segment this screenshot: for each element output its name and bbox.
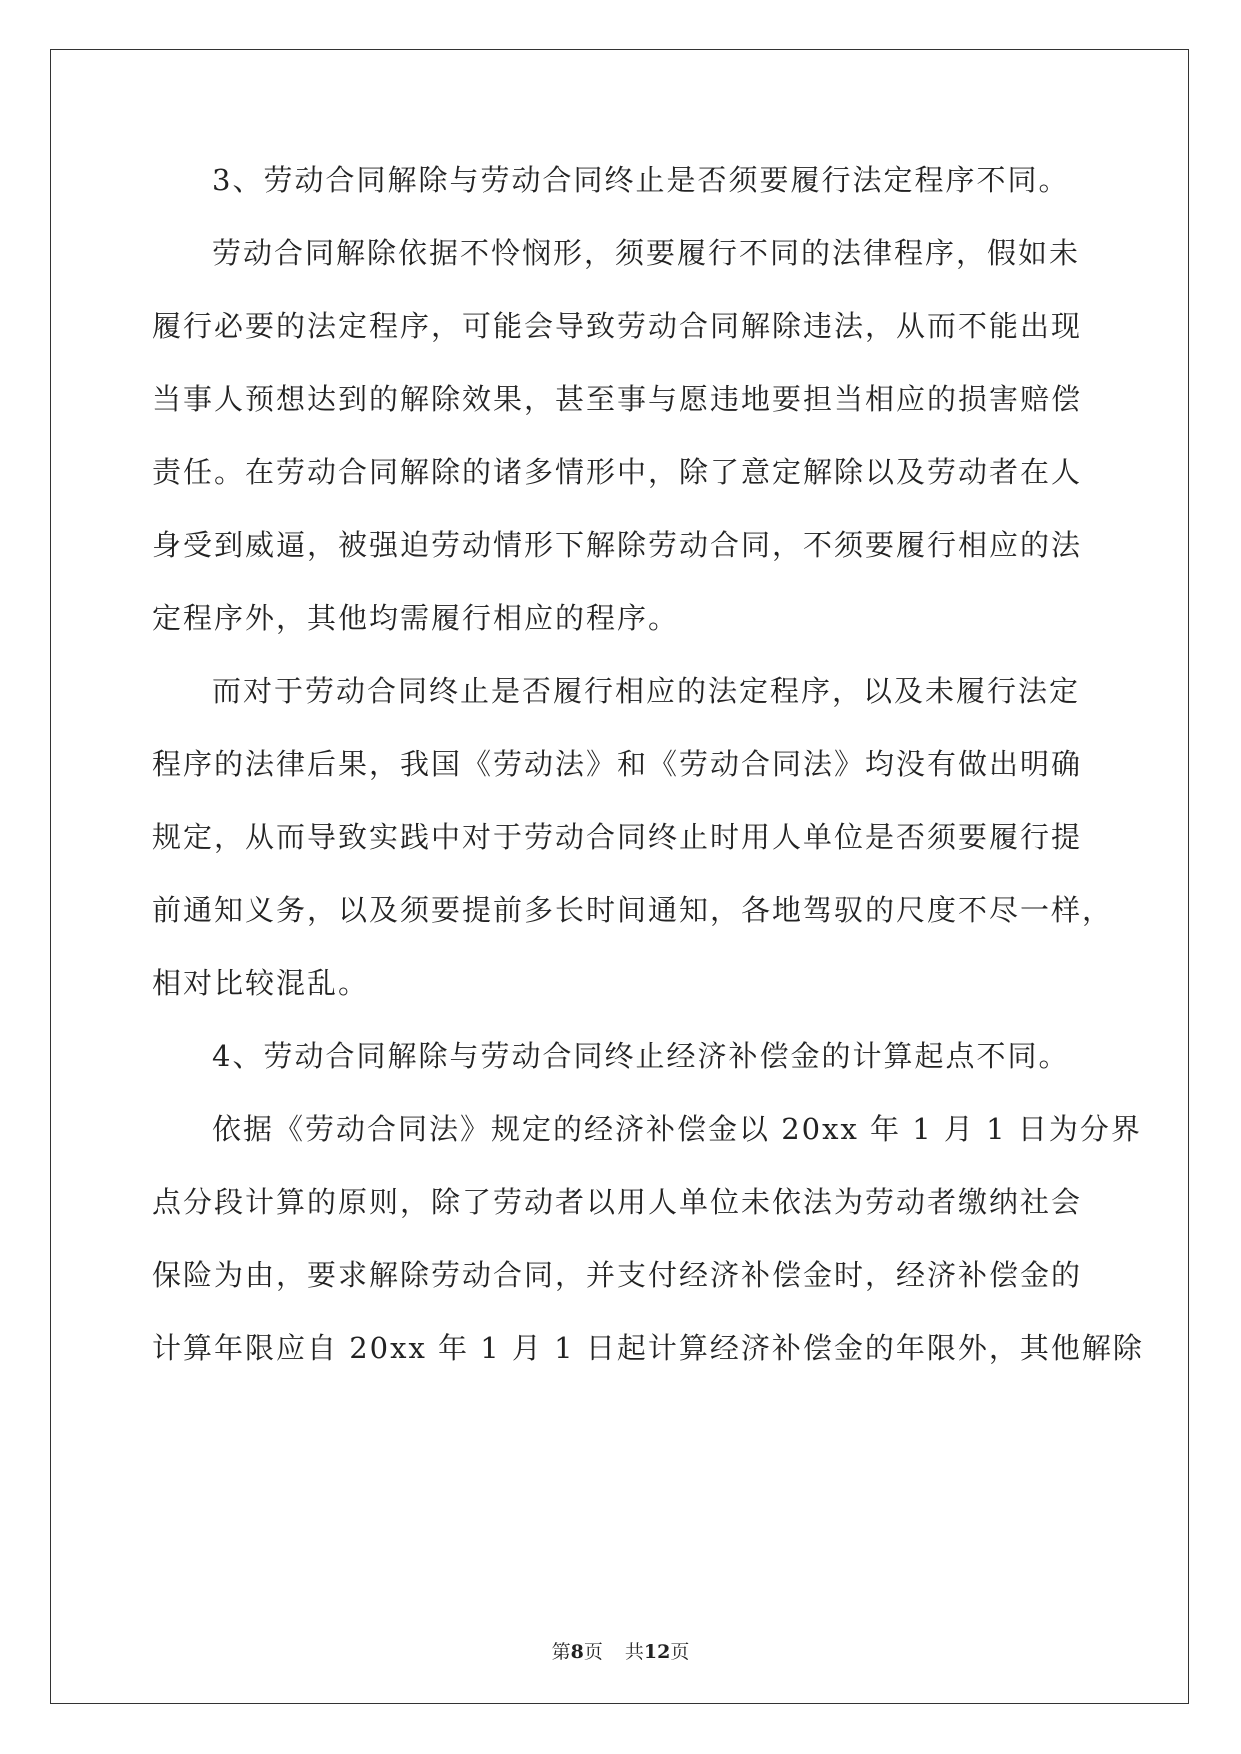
paragraph-heading-4: 4、劳动合同解除与劳动合同终止经济补偿金的计算起点不同。: [212, 1039, 1070, 1073]
paragraph-line: 定程序外，其他均需履行相应的程序。: [152, 601, 680, 635]
paragraph-line: 前通知义务，以及须要提前多长时间通知，各地驾驭的尺度不尽一样，: [152, 893, 1114, 927]
paragraph-line: 保险为由，要求解除劳动合同，并支付经济补偿金时，经济补偿金的: [152, 1258, 1083, 1292]
paragraph-line: 计算年限应自 20xx 年 1 月 1 日起计算经济补偿金的年限外，其他解除: [152, 1331, 1144, 1365]
total-suffix: 页: [670, 1641, 690, 1663]
page-prefix: 第: [551, 1641, 571, 1663]
total-pages: 12: [643, 1641, 671, 1663]
paragraph-line: 依据《劳动合同法》规定的经济补偿金以 20xx 年 1 月 1 日为分界: [212, 1112, 1142, 1146]
page-footer: [0, 1637, 1241, 1664]
paragraph-line: 身受到威逼，被强迫劳动情形下解除劳动合同，不须要履行相应的法: [152, 528, 1083, 562]
total-prefix: 共: [624, 1641, 644, 1663]
paragraph-line: 点分段计算的原则，除了劳动者以用人单位未依法为劳动者缴纳社会: [152, 1185, 1083, 1219]
paragraph-line: 劳动合同解除依据不怜悯形，须要履行不同的法律程序，假如未: [212, 236, 1081, 270]
page-number: 8: [570, 1641, 584, 1663]
paragraph-line: 而对于劳动合同终止是否履行相应的法定程序，以及未履行法定: [212, 674, 1081, 708]
paragraph-line: 程序的法律后果，我国《劳动法》和《劳动合同法》均没有做出明确: [152, 747, 1083, 781]
paragraph-line: 履行必要的法定程序，可能会导致劳动合同解除违法，从而不能出现: [152, 309, 1083, 343]
paragraph-line: 当事人预想达到的解除效果，甚至事与愿违地要担当相应的损害赔偿: [152, 382, 1083, 416]
page-suffix: 页: [583, 1641, 603, 1663]
paragraph-line: 责任。在劳动合同解除的诸多情形中，除了意定解除以及劳动者在人: [152, 455, 1083, 489]
page-border: [50, 49, 1189, 1704]
paragraph-heading-3: 3、劳动合同解除与劳动合同终止是否须要履行法定程序不同。: [212, 163, 1070, 197]
paragraph-line: 相对比较混乱。: [152, 966, 370, 1000]
paragraph-line: 规定，从而导致实践中对于劳动合同终止时用人单位是否须要履行提: [152, 820, 1083, 854]
